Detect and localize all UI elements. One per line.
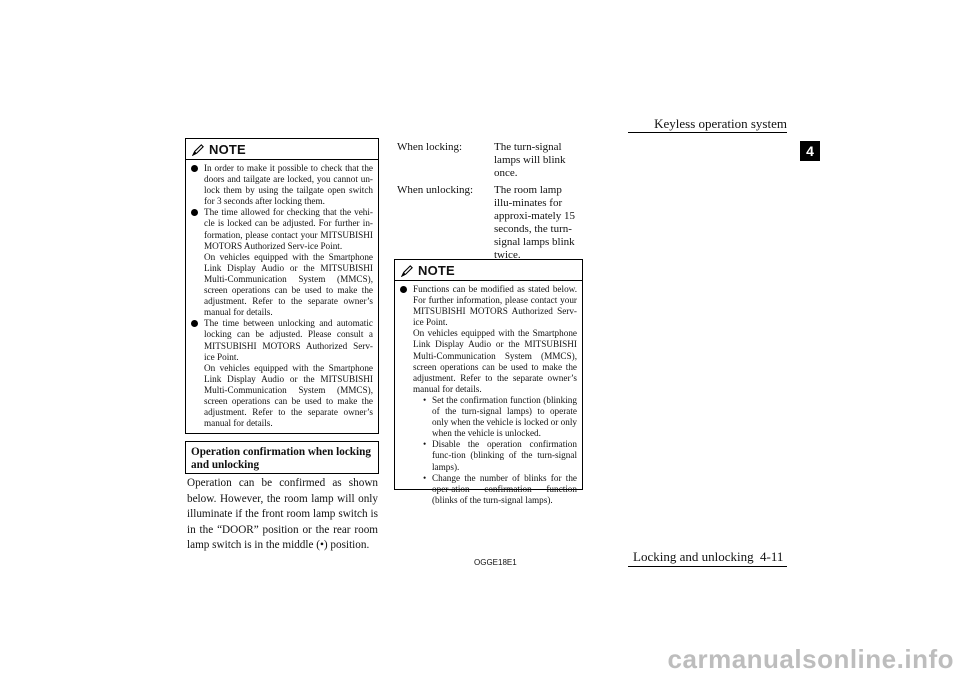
note-box-left [185,138,379,434]
confirm-label-locking: When locking: [397,141,463,153]
watermark: carmanualsonline.info [667,644,954,674]
note-item-text: The time allowed for checking that the vehi-cle is locked can be adjusted. For further in-formation, please contact your MITSUBISHI MOTORS Authorized Serv-ice Point. On vehicles equipped with the Smartphone Link Display Audio or the MITSUBISHI Multi-Communication System (MMCS), screen operations can be used to make the adjustment. Refer to the separate owner’s manual for details. [204,207,373,318]
bullet-icon [400,286,407,293]
note-body [395,281,582,510]
note-body [186,160,378,433]
header-title: Keyless operation system [654,116,787,131]
footer-code: OGGE18E1 [474,558,517,567]
note-pen-icon [192,143,205,156]
section-heading: Operation confirmation when locking and unlocking [185,441,379,474]
note-subitem-text: Set the confirmation function (blinking of the turn-signal lamps) to operate only when the vehicle is locked or only when the vehicle is unlocked. [432,394,577,439]
footer-rule [628,566,787,567]
note-header [395,260,582,281]
note-item [191,318,373,429]
note-item [191,163,373,207]
bullet-icon [191,209,198,216]
note-subitem [413,439,577,472]
note-item [191,207,373,318]
note-item-text: In order to make it possible to check that the doors and tailgate are locked, you cannot un-lock them by using the tailgate open switch for 3 seconds after locking them. [204,163,373,207]
confirm-label-unlocking: When unlocking: [397,184,474,196]
header-rule [628,132,787,133]
note-subitem-text: Disable the operation confirmation func-tion (blinking of the turn-signal lamps). [432,439,577,472]
note-label: NOTE [418,262,455,278]
bullet-icon [191,165,198,172]
note-box-right [394,259,583,505]
footer-page-number: 4-11 [760,549,784,564]
note-subitem [413,395,577,439]
dot-icon: • [423,394,427,405]
section-body: Operation can be confirmed as shown below. However, the room lamp will only illuminate if the front room lamp switch is in the “DOOR” position or the rear room lamp switch is in the middle (•) position. [187,477,378,551]
note-item [400,284,577,506]
note-label: NOTE [209,141,246,157]
confirm-value-locking: The turn-signal lamps will blink once. [494,141,566,179]
bullet-icon [191,320,198,327]
note-item-text: The time between unlocking and automatic locking can be adjusted. Please consult a MITSUBISHI MOTORS Authorized Serv-ice Point. On vehicles equipped with the Smartphone Link Display Audio or the MITSUBISHI Multi-Communication System (MMCS), screen operations can be used to make the adjustment. Refer to the separate owner’s manual for details. [204,318,373,429]
dot-icon: • [423,439,427,450]
note-subitem-text: Change the number of blinks for the oper-ation confirmation function (blinks of the turn-signal lamps). [432,472,577,505]
note-subitem [413,473,577,506]
confirm-value-unlocking: The room lamp illu-minates for approxi-mately 15 seconds, the turn-signal lamps blink twice. [494,184,575,261]
dot-icon: • [423,472,427,483]
note-pen-icon [401,264,414,277]
note-item-text: Functions can be modified as stated below. For further information, please contact your MITSUBISHI MOTORS Authorized Serv-ice Point. On vehicles equipped with the Smartphone Link Display Audio or the MITSUBISHI Multi-Communication System (MMCS), screen operations can be used to make the adjustment. Refer to the separate owner’s manual for details. [413,284,577,394]
note-header [186,139,378,160]
footer-section: Locking and unlocking [633,549,754,564]
chapter-tab: 4 [800,141,820,161]
